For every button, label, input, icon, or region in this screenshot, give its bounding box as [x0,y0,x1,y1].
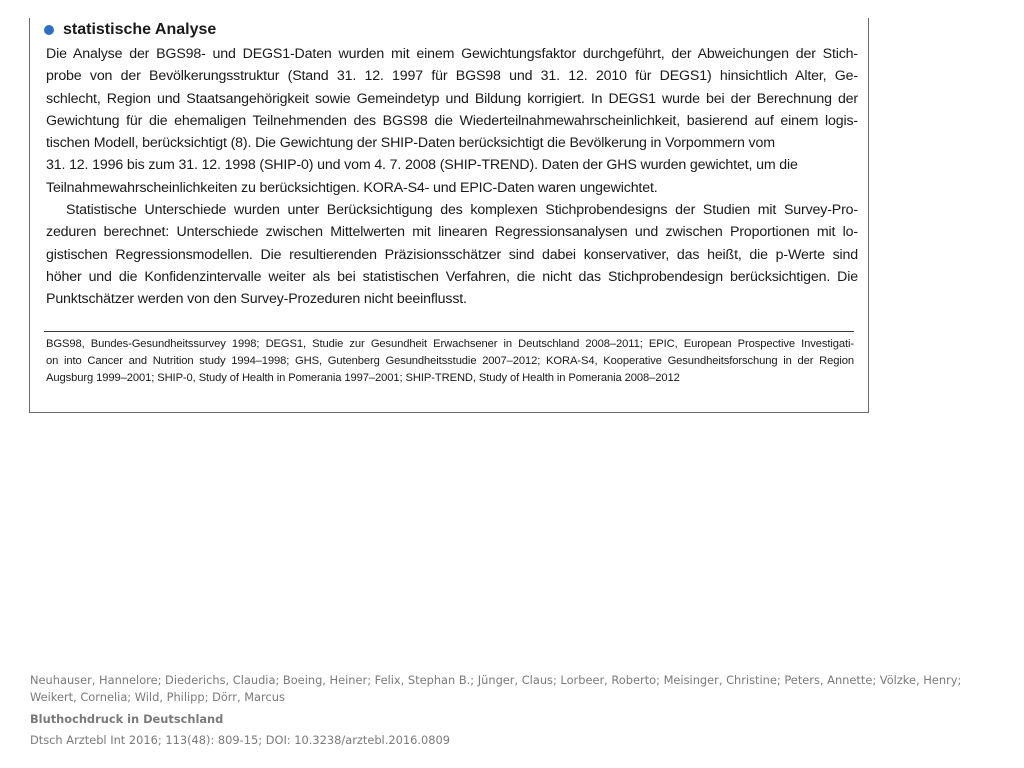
analysis-paragraph [46,43,858,311]
section-heading-text: statistische Analyse [63,21,217,38]
footnote-line: on into Cancer and Nutrition study 1994–1998; GHS, Gutenberg Gesundheitsstudie 2007–2012; KORA-S4, Kooperative Gesundheitsforschung in der Region [46,355,854,368]
paragraph-line: Teilnahmewahrscheinlichkeiten zu berücksichtigen. KORA-S4- und EPIC-Daten waren ungewichtet. [46,179,658,196]
citation-block [30,672,990,748]
footnote-line: BGS98, Bundes-Gesundheitssurvey 1998; DEGS1, Studie zur Gesundheit Erwachsener in Deutschland 2008–2011; EPIC, European Prospective Investigati- [46,338,854,350]
paragraph-line: Statistische Unterschiede wurden unter Berücksichtigung des komplexen Stichprobendesigns der Studien mit Survey-Pro- [66,202,858,219]
paragraph-line: Gewichtung für die ehemaligen Teilnehmenden des BGS98 die Wiederteilnahmewahrscheinlichkeit, basierend auf einem logis- [46,112,858,129]
citation-authors: Neuhauser, Hannelore; Diederichs, Claudia; Boeing, Heiner; Felix, Stephan B.; Jünger, Claus; Lorbeer, Roberto; Meisinger, Christine; Peters, Annette; Völzke, Henry; Weikert, Cornelia; Wild, Philipp; Dörr, Marcus [30,673,962,704]
paragraph-line: höher und die Konfidenzintervalle weiter als bei statistischen Verfahren, die nicht das Stichprobendesign berücksichtigen. Die [46,268,858,285]
paragraph-line: gistischen Regressionsmodellen. Die resultierenden Präzisionsschätzer sind dabei konservativer, das heißt, die p-Werte sind [46,246,858,263]
footnote-divider [44,331,854,332]
paragraph-line: tischen Modell, berücksichtigt (8). Die Gewichtung der SHIP-Daten berücksichtigt die Bevölkerung in Vorpommern vom [46,135,775,152]
paragraph-line: zeduren berechnet: Unterschiede zwischen Mittelwerten mit linearen Regressionsanalysen und zwischen Proportionen mit lo- [46,224,858,241]
paragraph-line: 31. 12. 1996 bis zum 31. 12. 1998 (SHIP-0) und vom 4. 7. 2008 (SHIP-TREND). Daten der GHS wurden gewichtet, um die [46,157,798,174]
footnote-line: Augsburg 1999–2001; SHIP-0, Study of Health in Pomerania 1997–2001; SHIP-TREND, Study of Health in Pomerania 2008–2012 [46,372,680,385]
paragraph-line: Punktschätzer werden von den Survey-Prozeduren nicht beeinflusst. [46,291,467,308]
abbreviations-footnote [46,336,854,388]
paragraph-line: Die Analyse der BGS98- und DEGS1-Daten wurden mit einem Gewichtungsfaktor durchgeführt, der Abweichungen der Stich- [46,46,858,62]
paragraph-line: schlecht, Region und Staatsangehörigkeit sowie Gemeindetyp und Bildung korrigiert. In DEGS1 wurde bei der Berechnung der [46,90,858,107]
citation-title: Bluthochdruck in Deutschland [30,712,224,726]
figure-box [29,18,869,413]
section-heading [44,21,216,39]
citation-reference: Dtsch Arztebl Int 2016; 113(48): 809-15; DOI: 10.3238/arztebl.2016.0809 [30,733,450,747]
paragraph-line: probe von der Bevölkerungsstruktur (Stand 31. 12. 1997 für BGS98 und 31. 12. 2010 für DEGS1) hinsichtlich Alter, Ge- [46,68,858,85]
bullet-icon [44,25,54,35]
